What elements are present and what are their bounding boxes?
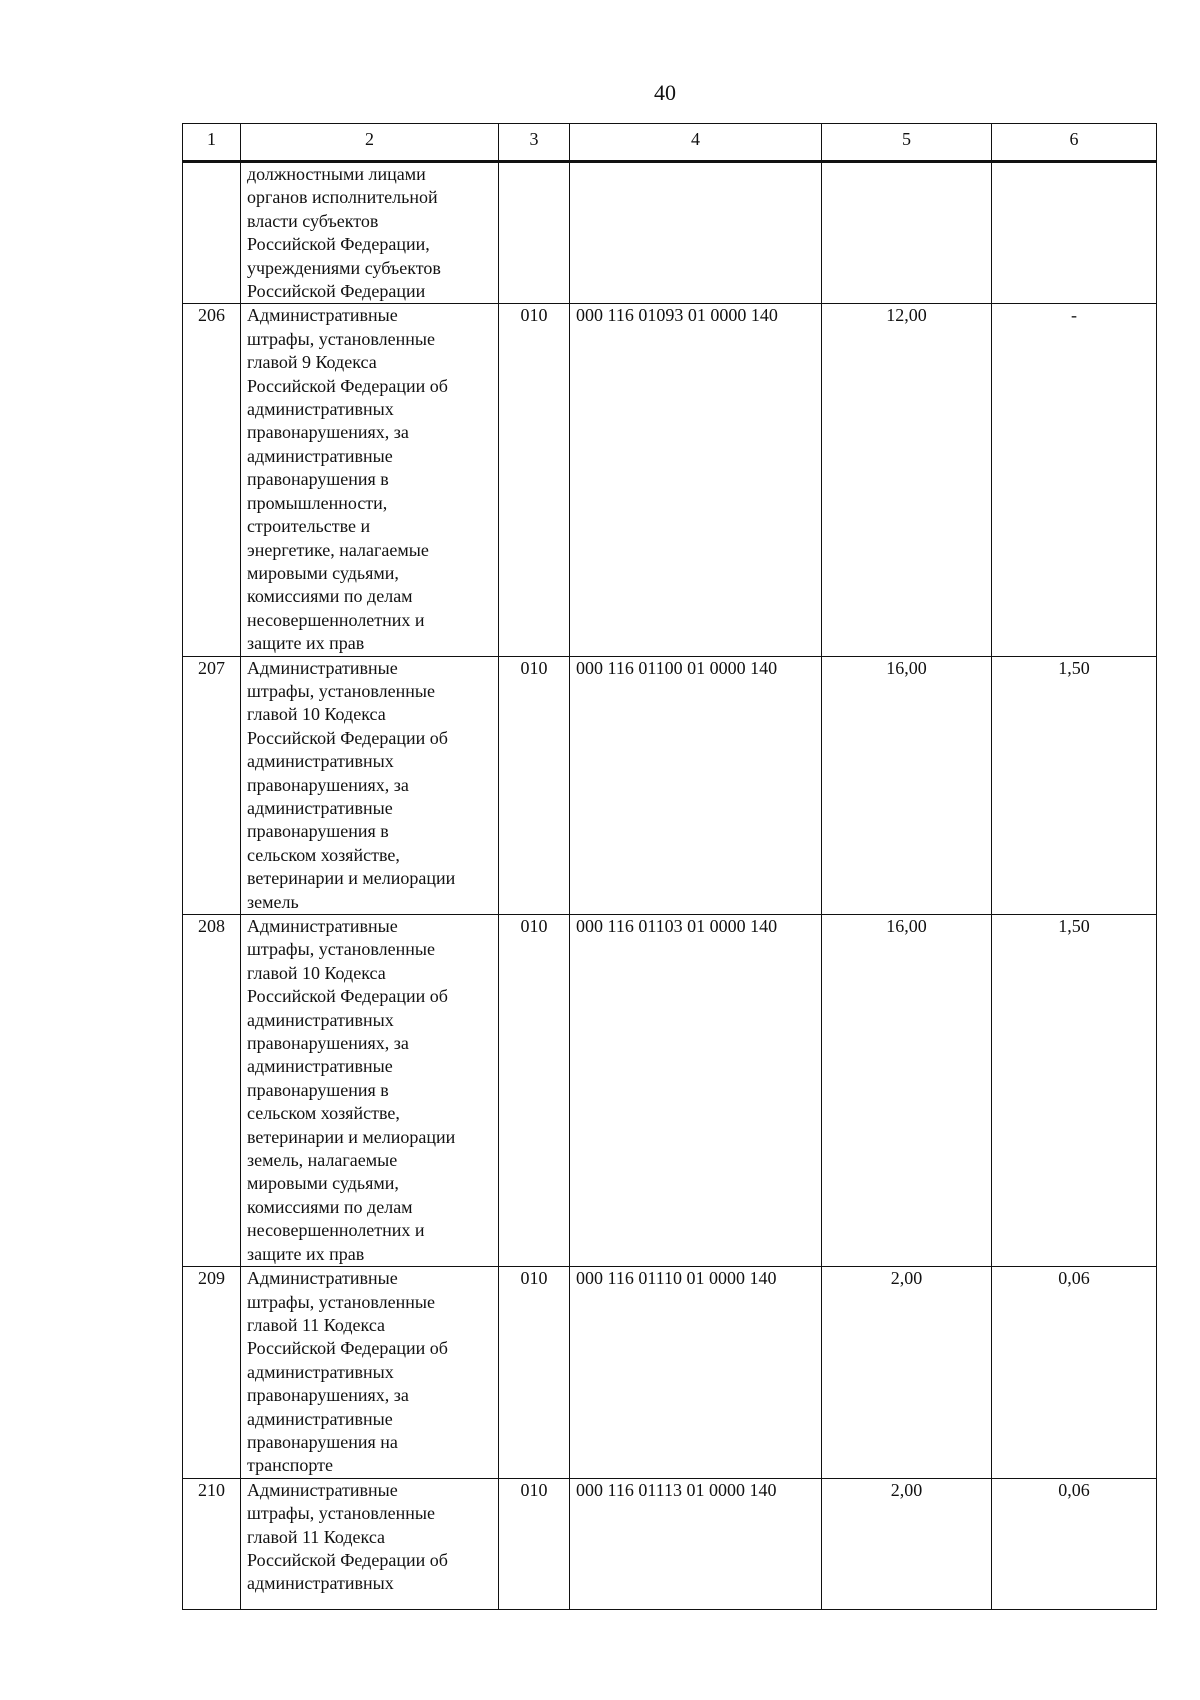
- table-row: [183, 656, 1157, 914]
- description-line: Административные: [247, 657, 398, 678]
- description-line: органов исполнительной: [247, 187, 438, 208]
- column-header-6: 6: [992, 124, 1157, 162]
- description-line: комиссиями по делам: [247, 586, 413, 607]
- row-number-cell: 206: [183, 304, 241, 656]
- description-line: административные: [247, 1408, 393, 1429]
- description-cell: [241, 162, 499, 304]
- value-col5-cell: [822, 162, 992, 304]
- value-col5-cell: 12,00: [822, 304, 992, 656]
- description-line: главой 10 Кодекса: [247, 962, 386, 983]
- admin-code-cell: 010: [499, 656, 570, 914]
- column-header-3: 3: [499, 124, 570, 162]
- value-col5-cell: 16,00: [822, 915, 992, 1267]
- description-line: административных: [247, 1009, 394, 1030]
- table-header-row: [183, 124, 1157, 162]
- description-line: правонарушениях, за: [247, 774, 409, 795]
- value-col6-cell: 0,06: [992, 1267, 1157, 1479]
- description-line: учреждениями субъектов: [247, 257, 441, 278]
- description-line: Российской Федерации об: [247, 1549, 448, 1570]
- description-line: административных: [247, 1361, 394, 1382]
- description-line: главой 11 Кодекса: [247, 1314, 386, 1335]
- description-line: административные: [247, 1056, 393, 1077]
- description-line: главой 10 Кодекса: [247, 704, 386, 725]
- value-col6-cell: -: [992, 304, 1157, 656]
- description-line: Административные: [247, 1268, 398, 1289]
- description-line: штрафы, установленные: [247, 328, 435, 349]
- description-line: несовершеннолетних и: [247, 609, 425, 630]
- value-col6-cell: 0,06: [992, 1478, 1157, 1609]
- description-line: Административные: [247, 305, 398, 326]
- table-row: [183, 915, 1157, 1267]
- admin-code-cell: 010: [499, 915, 570, 1267]
- description-line: сельском хозяйстве,: [247, 844, 400, 865]
- description-cell: [241, 915, 499, 1267]
- description-line: земель: [247, 891, 299, 912]
- description-line: Российской Федерации об: [247, 375, 448, 396]
- description-line: правонарушениях, за: [247, 1033, 409, 1054]
- budget-table: [182, 123, 1157, 1610]
- description-line: Административные: [247, 1479, 398, 1500]
- budget-code-cell: 000 116 01093 01 0000 140: [570, 304, 822, 656]
- table-row: [183, 1267, 1157, 1479]
- value-col6-cell: 1,50: [992, 915, 1157, 1267]
- description-line: правонарушениях, за: [247, 422, 409, 443]
- description-line: штрафы, установленные: [247, 1291, 435, 1312]
- description-line: штрафы, установленные: [247, 1503, 435, 1524]
- description-line: штрафы, установленные: [247, 680, 435, 701]
- budget-code-cell: [570, 162, 822, 304]
- description-line: сельском хозяйстве,: [247, 1103, 400, 1124]
- table-row: [183, 162, 1157, 304]
- budget-code-cell: 000 116 01113 01 0000 140: [570, 1478, 822, 1609]
- row-number-cell: 208: [183, 915, 241, 1267]
- row-number-cell: 207: [183, 656, 241, 914]
- value-col5-cell: 16,00: [822, 656, 992, 914]
- description-cell: [241, 304, 499, 656]
- description-line: правонарушениях, за: [247, 1385, 409, 1406]
- description-line: главой 11 Кодекса: [247, 1526, 386, 1547]
- description-line: административных: [247, 1573, 394, 1594]
- description-line: мировыми судьями,: [247, 562, 399, 583]
- row-number-cell: 209: [183, 1267, 241, 1479]
- budget-code-cell: 000 116 01103 01 0000 140: [570, 915, 822, 1267]
- row-number-cell: [183, 162, 241, 304]
- page-number: 40: [654, 80, 676, 105]
- description-line: транспорте: [247, 1455, 333, 1476]
- table-row: [183, 304, 1157, 656]
- value-col6-cell: [992, 162, 1157, 304]
- description-line: ветеринарии и мелиорации: [247, 1126, 456, 1147]
- description-line: защите их прав: [247, 633, 365, 654]
- description-line: Российской Федерации об: [247, 986, 448, 1007]
- description-line: должностными лицами: [247, 164, 426, 184]
- description-line: энергетике, налагаемые: [247, 539, 429, 560]
- column-header-4: 4: [570, 124, 822, 162]
- description-line: комиссиями по делам: [247, 1196, 413, 1217]
- description-line: ветеринарии и мелиорации: [247, 868, 456, 889]
- description-line: мировыми судьями,: [247, 1173, 399, 1194]
- description-line: главой 9 Кодекса: [247, 352, 377, 373]
- column-header-1: 1: [183, 124, 241, 162]
- budget-code-cell: 000 116 01100 01 0000 140: [570, 656, 822, 914]
- description-line: правонарушения в: [247, 469, 389, 490]
- description-line: правонарушения в: [247, 1079, 389, 1100]
- description-cell: [241, 656, 499, 914]
- admin-code-cell: 010: [499, 1478, 570, 1609]
- description-line: земель, налагаемые: [247, 1150, 398, 1171]
- description-cell: [241, 1478, 499, 1609]
- admin-code-cell: 010: [499, 304, 570, 656]
- description-line: несовершеннолетних и: [247, 1220, 425, 1241]
- description-line: Российской Федерации,: [247, 234, 430, 255]
- column-header-5: 5: [822, 124, 992, 162]
- table-row: [183, 1478, 1157, 1609]
- description-line: штрафы, установленные: [247, 939, 435, 960]
- description-line: Российской Федерации об: [247, 1338, 448, 1359]
- description-line: правонарушения на: [247, 1431, 398, 1452]
- value-col6-cell: 1,50: [992, 656, 1157, 914]
- row-number-cell: 210: [183, 1478, 241, 1609]
- description-line: строительстве и: [247, 516, 371, 537]
- column-header-2: 2: [241, 124, 499, 162]
- description-line: административных: [247, 751, 394, 772]
- budget-code-cell: 000 116 01110 01 0000 140: [570, 1267, 822, 1479]
- description-line: административных: [247, 399, 394, 420]
- description-line: Российской Федерации об: [247, 727, 448, 748]
- value-col5-cell: 2,00: [822, 1267, 992, 1479]
- description-cell: [241, 1267, 499, 1479]
- description-line: правонарушения в: [247, 821, 389, 842]
- description-line: промышленности,: [247, 492, 388, 513]
- description-line: Административные: [247, 916, 398, 936]
- description-line: административные: [247, 797, 393, 818]
- description-line: власти субъектов: [247, 210, 379, 231]
- description-line: Российской Федерации: [247, 281, 426, 302]
- value-col5-cell: 2,00: [822, 1478, 992, 1609]
- description-line: защите их прав: [247, 1243, 365, 1264]
- description-line: административные: [247, 445, 393, 466]
- admin-code-cell: 010: [499, 1267, 570, 1479]
- admin-code-cell: [499, 162, 570, 304]
